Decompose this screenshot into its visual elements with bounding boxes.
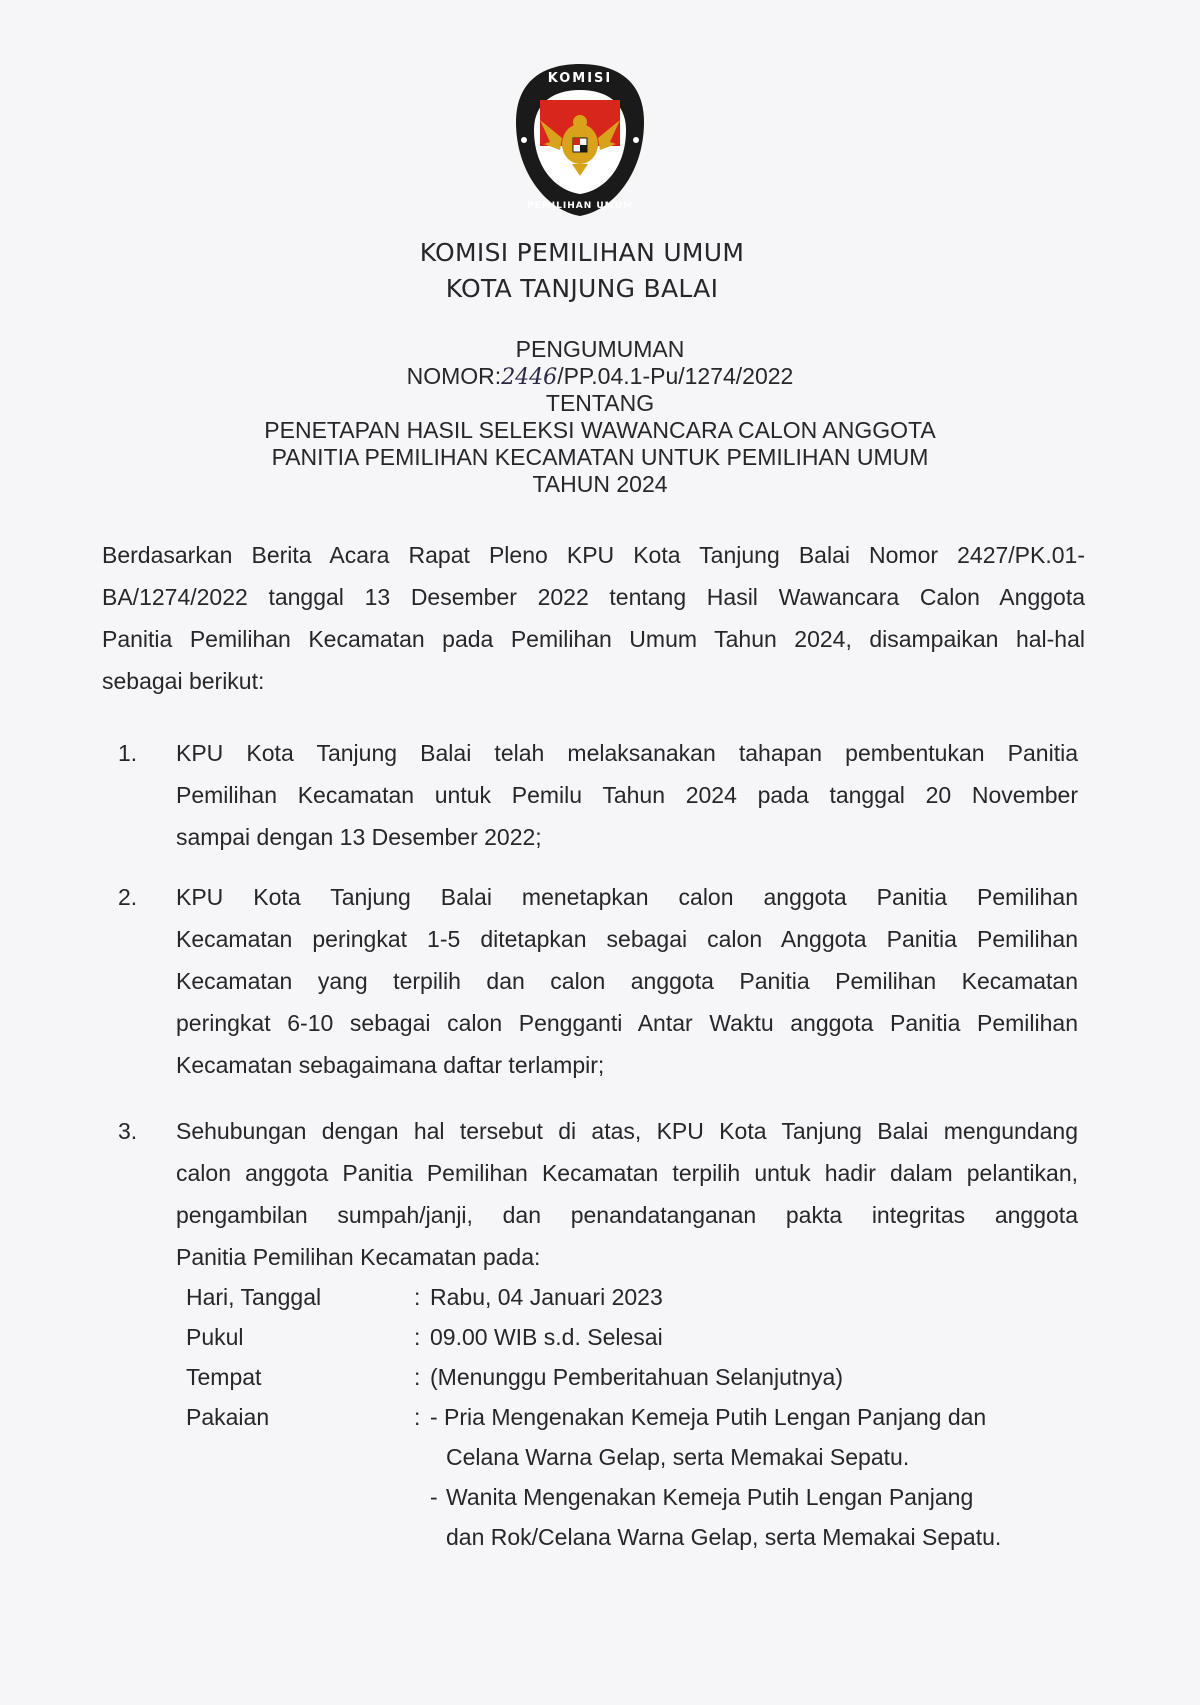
intro-line: Panitia Pemilihan Kecamatan pada Pemilihan Umum Tahun 2024, disampaikan hal-hal [102,626,1085,652]
detail-colon: : [414,1404,421,1430]
list-line: Pemilihan Kecamatan untuk Pemilu Tahun 2024 pada tanggal 20 November [176,782,1078,808]
list-line: sampai dengan 13 Desember 2022; [176,824,542,850]
event-details [186,1277,1066,1557]
detail-row-date [186,1277,1066,1317]
announcement-tentang: TENTANG [545,390,655,416]
detail-colon: : [414,1324,421,1350]
list-line: peringkat 6-10 sebagai calon Pengganti Antar Waktu anggota Panitia Pemilihan [176,1010,1078,1036]
detail-value: 09.00 WIB s.d. Selesai [430,1324,663,1350]
intro-line: Berdasarkan Berita Acara Rapat Pleno KPU Kota Tanjung Balai Nomor 2427/PK.01- [102,542,1085,568]
list-line: Panitia Pemilihan Kecamatan pada: [176,1244,541,1270]
list-line: KPU Kota Tanjung Balai telah melaksanakan tahapan pembentukan Panitia [176,740,1078,766]
detail-colon: : [414,1284,421,1310]
intro-line: sebagai berikut: [102,668,265,694]
logo-arc-top: KOMISI [547,71,613,86]
announcement-number [0,363,1200,390]
detail-label: Pakaian [186,1404,270,1430]
list-body [176,1110,1078,1278]
list-body [176,732,1078,858]
kpu-logo [510,60,650,220]
attire-continuation [186,1517,1066,1557]
list-line: calon anggota Panitia Pemilihan Kecamatan terpilih untuk hadir dalam pelantikan, [176,1160,1078,1186]
announcement-title: PENGUMUMAN [515,336,685,362]
announcement-heading [0,336,1200,498]
list-line: Kecamatan yang terpilih dan calon anggota Panitia Pemilihan Kecamatan [176,968,1078,994]
nomor-handwritten: 2446 [501,365,558,390]
detail-label: Tempat [186,1364,262,1390]
detail-row-attire [186,1397,1066,1437]
attire-text: dan Rok/Celana Warna Gelap, serta Memakai Sepatu. [446,1524,1002,1550]
list-number: 1. [118,740,138,766]
attire-text: Celana Warna Gelap, serta Memakai Sepatu. [446,1444,910,1470]
detail-value: Rabu, 04 Januari 2023 [430,1284,663,1310]
nomor-suffix: /PP.04.1-Pu/1274/2022 [557,363,794,389]
attire-continuation [186,1437,1066,1477]
detail-label: Pukul [186,1324,244,1350]
list-line: Sehubungan dengan hal tersebut di atas, KPU Kota Tanjung Balai mengundang [176,1118,1078,1144]
intro-line: BA/1274/2022 tanggal 13 Desember 2022 tentang Hasil Wawancara Calon Anggota [102,584,1085,610]
detail-label: Hari, Tanggal [186,1284,322,1310]
list-line: pengambilan sumpah/janji, dan penandatanganan pakta integritas anggota [176,1202,1078,1228]
org-name-line2: KOTA TANJUNG BALAI [445,274,719,303]
attire-text: Wanita Mengenakan Kemeja Putih Lengan Panjang [446,1484,974,1510]
list-body [176,876,1078,1086]
intro-paragraph [102,534,1085,702]
list-line: Kecamatan peringkat 1-5 ditetapkan sebagai calon Anggota Panitia Pemilihan [176,926,1078,952]
list-line: Kecamatan sebagaimana daftar terlampir; [176,1052,605,1078]
detail-row-time [186,1317,1066,1357]
detail-value: (Menunggu Pemberitahuan Selanjutnya) [430,1364,843,1390]
list-number: 2. [118,884,138,910]
org-name-line1: KOMISI PEMILIHAN UMUM [419,238,745,267]
attire-continuation [186,1477,1066,1517]
subject-line-3: TAHUN 2024 [532,471,668,497]
logo-arc-bottom: PEMILIHAN UMUM [527,201,633,211]
detail-colon: : [414,1364,421,1390]
subject-line-1: PENETAPAN HASIL SELEKSI WAWANCARA CALON ANGGOTA [264,417,936,443]
nomor-label: NOMOR: [406,363,502,389]
subject-line-2: PANITIA PEMILIHAN KECAMATAN UNTUK PEMILIHAN UMUM [271,444,929,470]
list-line: KPU Kota Tanjung Balai menetapkan calon anggota Panitia Pemilihan [176,884,1078,910]
list-number: 3. [118,1118,138,1144]
detail-value: - Pria Mengenakan Kemeja Putih Lengan Panjang dan [430,1404,987,1430]
attire-dash: - [430,1484,438,1510]
detail-row-place [186,1357,1066,1397]
